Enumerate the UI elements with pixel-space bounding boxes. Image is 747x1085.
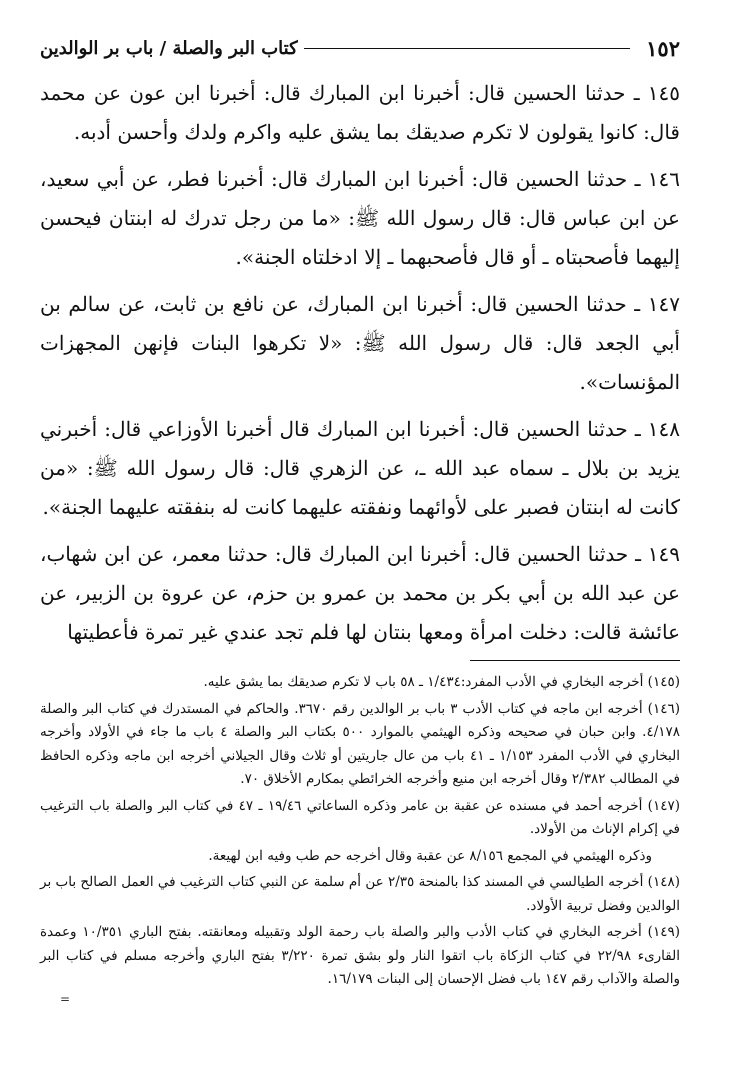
margin-mark: = xyxy=(60,992,71,1006)
footnotes xyxy=(40,671,680,992)
document-page xyxy=(40,30,680,1060)
hadith-145: ١٤٥ ـ حدثنا الحسين قال: أخبرنا ابن المبارك قال: أخبرنا ابن عون عن محمد قال: كانوا يقولون لا تكرم صديقك بما يشق عليه واكرم ولدك وأحسن أدبه. xyxy=(40,81,680,144)
hadith-148: ١٤٨ ـ حدثنا الحسين قال: أخبرنا ابن المبارك قال أخبرنا الأوزاعي قال: أخبرني يزيد بن بلال ـ سماه عبد الله ـ، عن الزهري قال: قال رسول الله ﷺ: «من كانت له ابنتان فصبر على لأوائهما ونفقته عليهما كانت له بنفقته عليهما الجنة». xyxy=(40,417,680,519)
footnote-149: (١٤٩) أخرجه البخاري في كتاب الأدب والبر والصلة باب رحمة الولد وتقبيله ومعانقته. بفتح الباري ١٠/٣٥١ وعمدة القارىء ٢٢/٩٨ في كتاب الزكاة باب اتقوا النار ولو بشق تمرة ٣/٢٢٠ بفتح الباري وأخرجه مسلم في كتاب البر والصلة والآداب رقم ١٤٧ باب فضل الإحسان إلى البنات ١٦/١٧٩. xyxy=(40,924,680,987)
footnote-147-continued: وذكره الهيثمي في المجمع ٨/١٥٦ عن عقبة وقال أخرجه حم طب وفيه ابن لهيعة. xyxy=(208,847,652,864)
header-rule xyxy=(304,48,630,49)
main-text xyxy=(40,74,680,652)
footnote-separator xyxy=(470,660,680,661)
footnote-147: (١٤٧) أخرجه أحمد في مسنده عن عقبة بن عامر وذكره الساعاتي ١٩/٤٦ ـ ٤٧ في كتاب البر والصلة باب الترغيب في إكرام الإناث من الأولاد. xyxy=(40,797,680,837)
running-title: كتاب البر والصلة / باب بر الوالدين xyxy=(40,37,298,59)
hadith-146: ١٤٦ ـ حدثنا الحسين قال: أخبرنا ابن المبارك قال: أخبرنا فطر، عن أبي سعيد، عن ابن عباس قال: قال رسول الله ﷺ: «ما من رجل تدرك له ابنتان فيحسن إليهما فأصحبتاه ـ أو قال فأصحبهما ـ إلا ادخلتاه الجنة». xyxy=(40,167,680,269)
footnote-146: (١٤٦) أخرجه ابن ماجه في كتاب الأدب ٣ باب بر الوالدين رقم ٣٦٧٠. والحاكم في المستدرك في كتاب البر والصلة ٤/١٧٨. وابن حبان في صحيحه وذكره الهيثمي بالموارد ٥٠٠ بكتاب البر والصلة ٤ باب ما جاء في الأولاد وأخرجه البخاري في الأدب المفرد ١/١٥٣ ـ ٤١ باب من عال جاريتين أو ثلاث وقال الجيلاني أخرجه ابن ماجه وذكره الحافظ في المطالب ٢/٣٨٢ وقال أخرجه ابن منيع وأخرجه الخرائطي بمكارم الأخلاق ٧٠. xyxy=(40,700,680,787)
footnote-148: (١٤٨) أخرجه الطيالسي في المسند كذا بالمنحة ٢/٣٥ عن أم سلمة عن النبي كتاب الترغيب في العمل الصالح باب بر الوالدين وفضل تربية الأولاد. xyxy=(40,874,680,914)
footnote-145: (١٤٥) أخرجه البخاري في الأدب المفرد:١/٤٣٤ ـ ٥٨ باب لا تكرم صديقك بما يشق عليه. xyxy=(203,674,680,690)
page-number: ١٥٢ xyxy=(646,35,680,61)
page-header xyxy=(40,30,680,66)
hadith-147: ١٤٧ ـ حدثنا الحسين قال: أخبرنا ابن المبارك، عن نافع بن ثابت، عن سالم بن أبي الجعد قال: قال رسول الله ﷺ: «لا تكرهوا البنات فإنهن المجهزات المؤنسات». xyxy=(40,292,680,394)
hadith-149: ١٤٩ ـ حدثنا الحسين قال: أخبرنا ابن المبارك قال: حدثنا معمر، عن ابن شهاب، عن عبد الله بن أبي بكر بن محمد بن عمرو بن حزم، عن عروة بن الزبير، عن عائشة قالت: دخلت امرأة ومعها بنتان لها فلم تجد عندي غير تمرة فأعطيتها xyxy=(40,542,680,644)
